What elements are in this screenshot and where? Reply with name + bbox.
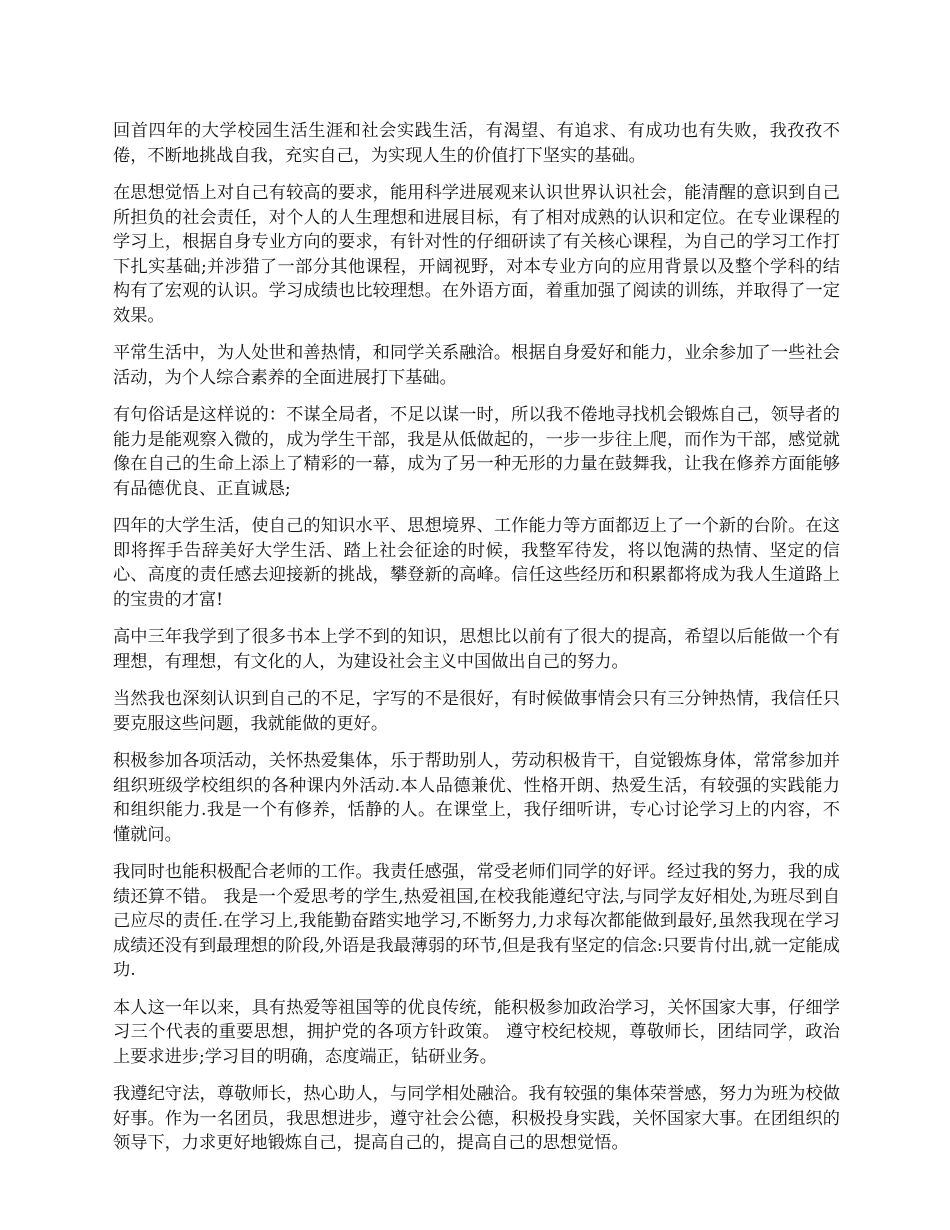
paragraph-4: 有句俗话是这样说的：不谋全局者，不足以谋一时，所以我不倦地寻找机会锻炼自己，领导者的能力是能观察入微的，成为学生干部，我是从低做起的，一步一步往上爬，而作为干部，感觉就像在自己的生命上添上了精彩的一幕，成为了另一种无形的力量在鼓舞我，让我在修养方面能够有品德优良、正直诚恳; <box>113 405 840 499</box>
paragraph-5: 四年的大学生活，使自己的知识水平、思想境界、工作能力等方面都迈上了一个新的台阶。在这即将挥手告辞美好大学生活、踏上社会征途的时候，我整军待发，将以饱满的热情、坚定的信心、高度的责任感去迎接新的挑战，攀登新的高峰。信任这些经历和积累都将成为我人生道路上的宝贵的才富! <box>113 516 840 610</box>
paragraph-11: 我遵纪守法，尊敬师长，热心助人，与同学相处融洽。我有较强的集体荣誉感，努力为班为校做好事。作为一名团员，我思想进步，遵守社会公德，积极投身实践，关怀国家大事。在团组织的领导下，力求更好地锻炼自己，提高自己的，提高自己的思想觉悟。 <box>113 1084 840 1153</box>
paragraph-2: 在思想觉悟上对自己有较高的要求，能用科学进展观来认识世界认识社会，能清醒的意识到自己所担负的社会责任，对个人的人生理想和进展目标，有了相对成熟的认识和定位。在专业课程的学习上，根据自身专业方向的要求，有针对性的仔细研读了有关核心课程，为自己的学习工作打下扎实基础;并涉猎了一部分其他课程，开阔视野，对本专业方向的应用背景以及整个学科的结构有了宏观的认识。学习成绩也比较理想。在外语方面，着重加强了阅读的训练，并取得了一定效果。 <box>113 183 840 326</box>
paragraph-6: 高中三年我学到了很多书本上学不到的知识，思想比以前有了很大的提高，希望以后能做一个有理想，有理想，有文化的人，为建设社会主义中国做出自己的努力。 <box>113 627 840 672</box>
paragraph-8: 积极参加各项活动，关怀热爱集体，乐于帮助别人，劳动积极肯干，自觉锻炼身体，常常参加并组织班级学校组织的各种课内外活动.本人品德兼优、性格开朗、热爱生活，有较强的实践能力和组织能力.我是一个有修养，恬静的人。在课堂上，我仔细听讲，专心讨论学习上的内容，不懂就问。 <box>113 751 840 845</box>
paragraph-1: 回首四年的大学校园生活生涯和社会实践生活，有渴望、有追求、有成功也有失败，我孜孜不倦，不断地挑战自我，充实自己，为实现人生的价值打下坚实的基础。 <box>113 121 840 166</box>
paragraph-9: 我同时也能积极配合老师的工作。我责任感强，常受老师们同学的好评。经过我的努力，我的成绩还算不错。 我是一个爱思考的学生,热爱祖国,在校我能遵纪守法,与同学友好相处,为班尽到自己应尽的责任.在学习上,我能勤奋踏实地学习,不断努力,力求每次都能做到最好,虽然我现在学习成绩还没有到最理想的阶段,外语是我最薄弱的环节,但是我有坚定的信念:只要肯付出,就一定能成功. <box>113 862 840 980</box>
paragraph-10: 本人这一年以来，具有热爱等祖国等的优良传统，能积极参加政治学习，关怀国家大事，仔细学习三个代表的重要思想，拥护党的各项方针政策。 遵守校纪校规，尊敬师长，团结同学，政治上要求进步;学习目的明确，态度端正，钻研业务。 <box>113 997 840 1067</box>
document-body <box>113 119 840 1169</box>
paragraph-3: 平常生活中，为人处世和善热情，和同学关系融洽。根据自身爱好和能力，业余参加了一些社会活动，为个人综合素养的全面进展打下基础。 <box>113 343 840 388</box>
paragraph-7: 当然我也深刻认识到自己的不足，字写的不是很好，有时候做事情会只有三分钟热情，我信任只要克服这些问题，我就能做的更好。 <box>113 689 840 734</box>
